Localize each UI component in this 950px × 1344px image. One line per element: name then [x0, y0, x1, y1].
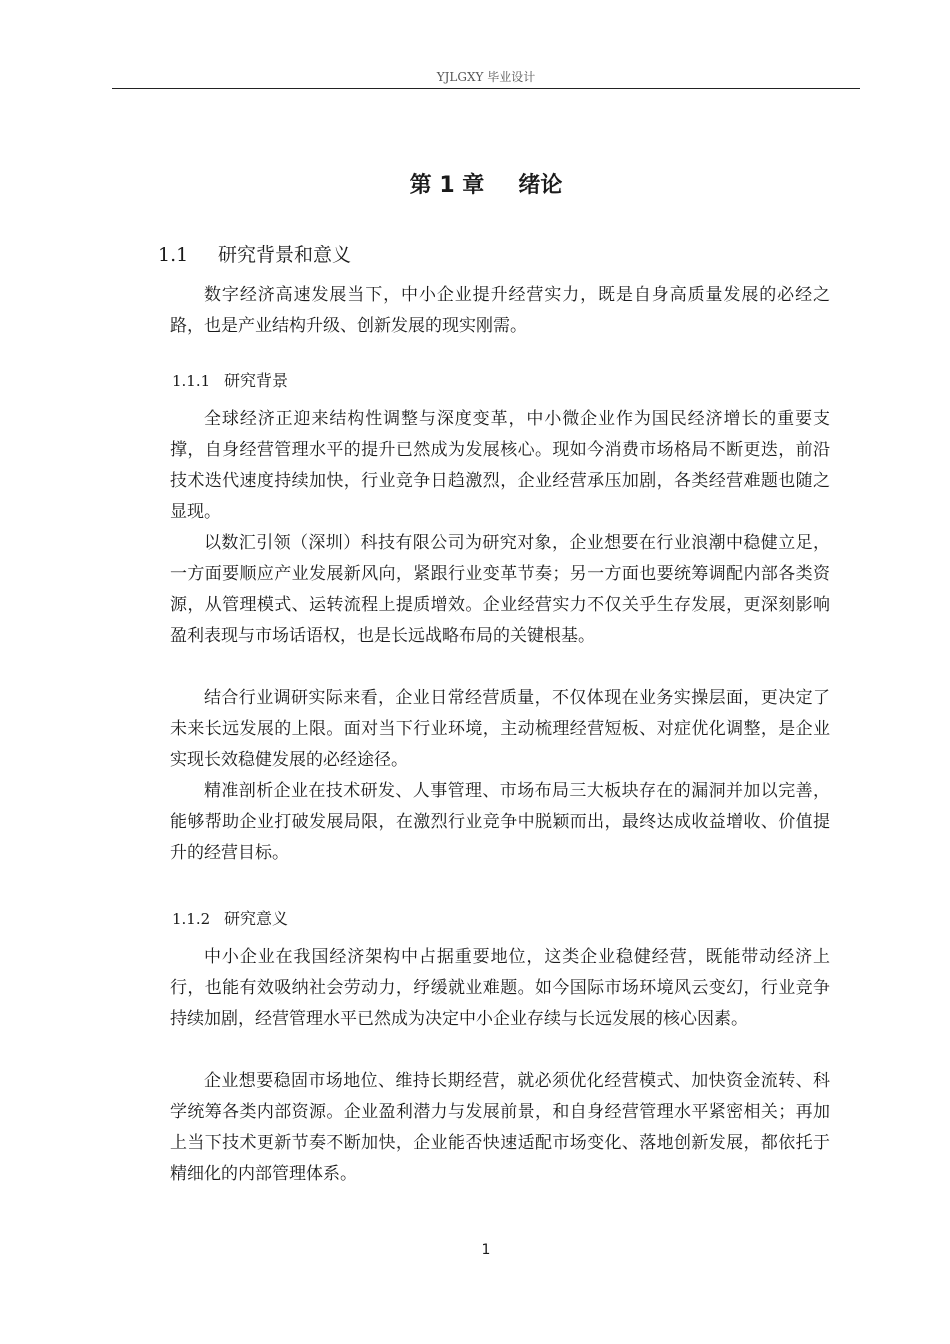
subsection-title: 研究意义 — [224, 909, 289, 928]
subsection-heading-1-1-2 — [172, 906, 288, 929]
body-paragraph: 以数汇引领（深圳）科技有限公司为研究对象，企业想要在行业浪潮中稳健立足，一方面要顺应产业发展新风向，紧跟行业变革节奏；另一方面也要统筹调配内部各类资源，从管理模式、运转流程上提质增效。企业经营实力不仅关乎生存发展，更深刻影响盈利表现与市场话语权，也是长远战略布局的关键根基。 — [170, 533, 830, 646]
section-heading-1-1 — [158, 240, 351, 267]
body-paragraph: 全球经济正迎来结构性调整与深度变革，中小微企业作为国民经济增长的重要支撑，自身经营管理水平的提升已然成为发展核心。现如今消费市场格局不断更迭，前沿技术迭代速度持续加快，行业竞争日趋激烈，企业经营承压加剧，各类经营难题也随之显现。 — [170, 409, 830, 522]
body-paragraph: 精准剖析企业在技术研发、人事管理、市场布局三大板块存在的漏洞并加以完善，能够帮助企业打破发展局限，在激烈行业竞争中脱颖而出，最终达成收益增收、价值提升的经营目标。 — [170, 781, 830, 863]
body-paragraph: 结合行业调研实际来看，企业日常经营质量，不仅体现在业务实操层面，更决定了未来长远发展的上限。面对当下行业环境，主动梳理经营短板、对症优化调整，是企业实现长效稳健发展的必经途径。 — [170, 688, 830, 770]
body-paragraph: 中小企业在我国经济架构中占据重要地位，这类企业稳健经营，既能带动经济上行，也能有效吸纳社会劳动力，纾缓就业难题。如今国际市场环境风云变幻，行业竞争持续加剧，经营管理水平已然成为决定中小企业存续与长远发展的核心因素。 — [170, 947, 830, 1029]
subsection-number: 1.1.1 — [172, 372, 211, 390]
body-paragraph: 企业想要稳固市场地位、维持长期经营，就必须优化经营模式、加快资金流转、科学统筹各类内部资源。企业盈利潜力与发展前景，和自身经营管理水平紧密相关；再加上当下技术更新节奏不断加快，企业能否快速适配市场变化、落地创新发展，都依托于精细化的内部管理体系。 — [170, 1071, 830, 1184]
body-paragraph: 数字经济高速发展当下，中小企业提升经营实力，既是自身高质量发展的必经之路，也是产业结构升级、创新发展的现实刚需。 — [170, 285, 830, 336]
chapter-name: 绪论 — [518, 173, 563, 198]
page-number: 1 — [481, 1242, 491, 1258]
chapter-number: 第 1 章 — [409, 173, 485, 198]
page-header: YJLGXY 毕业设计 — [436, 70, 536, 84]
chapter-title — [112, 168, 860, 199]
section-title: 研究背景和意义 — [218, 244, 352, 266]
subsection-number: 1.1.2 — [172, 910, 211, 928]
header-rule — [112, 88, 860, 89]
subsection-title: 研究背景 — [224, 371, 289, 390]
section-number: 1.1 — [158, 244, 189, 266]
subsection-heading-1-1-1 — [172, 368, 288, 391]
